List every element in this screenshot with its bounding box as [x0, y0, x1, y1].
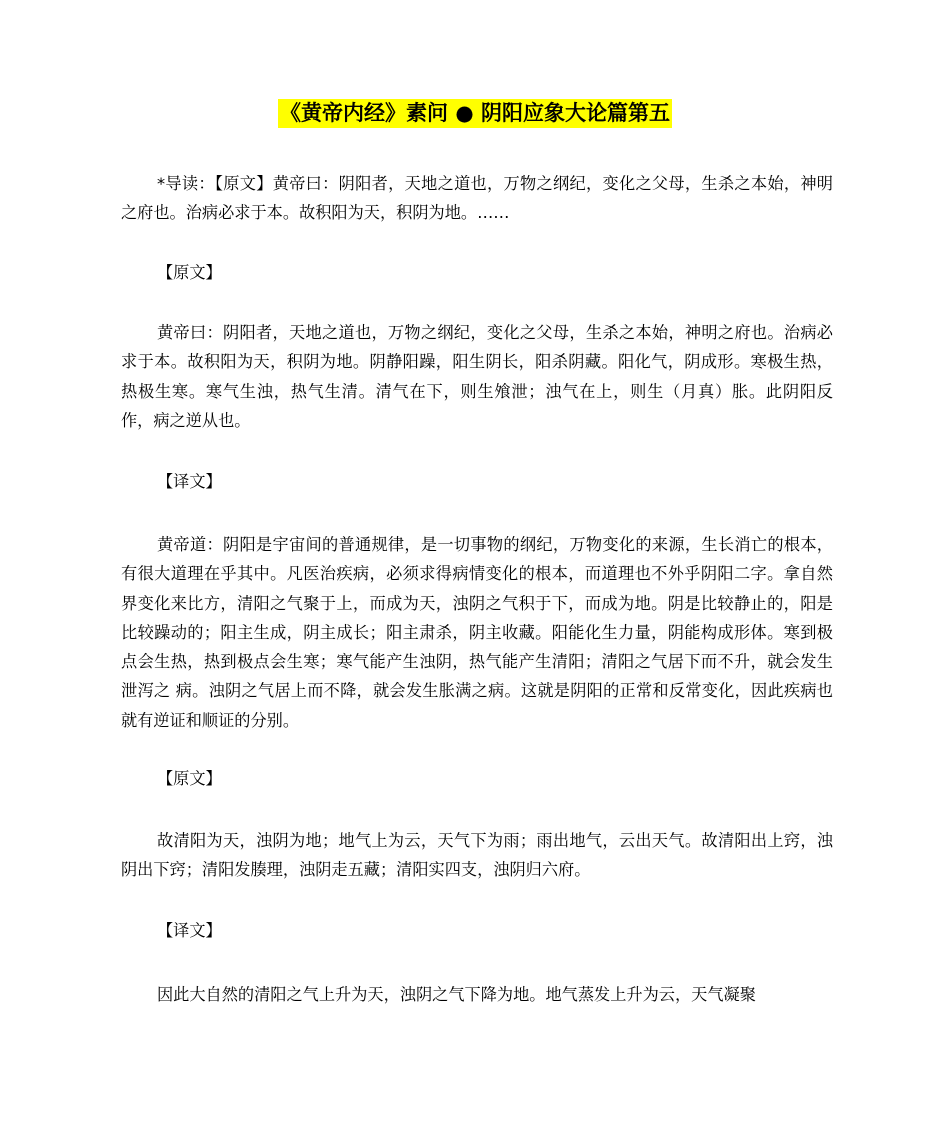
- section-heading-translation-1: 【译文】: [157, 472, 222, 491]
- title-wrapper: [0, 99, 950, 128]
- section-body-original-2: 故清阳为天，浊阴为地；地气上为云，天气下为雨；雨出地气，云出天气。故清阳出上窍，浊阴出下窍；清阳发腠理，浊阴走五藏；清阳实四支，浊阴归六府。: [121, 831, 833, 880]
- section-heading-original-1: 【原文】: [157, 263, 222, 282]
- intro-paragraph: *导读：【原文】黄帝曰：阴阳者，天地之道也，万物之纲纪，变化之父母，生杀之本始，神明之府也。治病必求于本。故积阳为天，积阴为地。……: [121, 174, 833, 223]
- section-heading-original-2: 【原文】: [157, 769, 222, 788]
- section-body-translation-2: 因此大自然的清阳之气上升为天，浊阴之气下降为地。地气蒸发上升为云，天气凝聚: [157, 985, 756, 1004]
- section-body-original-1: 黄帝曰：阴阳者，天地之道也，万物之纲纪，变化之父母，生杀之本始，神明之府也。治病必求于本。故积阳为天，积阴为地。阴静阳躁，阳生阴长，阳杀阴藏。阳化气，阴成形。寒极生热，热极生寒。寒气生浊，热气生清。清气在下，则生飧泄；浊气在上，则生（月真）胀。此阴阳反作，病之逆从也。: [121, 323, 833, 430]
- section-heading-translation-2: 【译文】: [157, 921, 222, 940]
- section-body-translation-1: 黄帝道：阴阳是宇宙间的普通规律，是一切事物的纲纪，万物变化的来源，生长消亡的根本，有很大道理在乎其中。凡医治疾病，必须求得病情变化的根本，而道理也不外乎阴阳二字。拿自然界变化来比方，清阳之气聚于上，而成为天，浊阴之气积于下，而成为地。阴是比较静止的，阳是比较躁动的；阳主生成，阴主成长；阳主肃杀，阴主收藏。阳能化生力量，阴能构成形体。寒到极点会生热，热到极点会生寒；寒气能产生浊阴，热气能产生清阳；清阳之气居下而不升，就会发生泄泻之 病。浊阴之气居上而不降，就会发生胀满之病。这就是阴阳的正常和反常变化，因此疾病也就有逆证和顺证的分别。: [121, 535, 833, 730]
- document-title: 《黄帝内经》素问 ● 阴阳应象大论篇第五: [278, 99, 672, 128]
